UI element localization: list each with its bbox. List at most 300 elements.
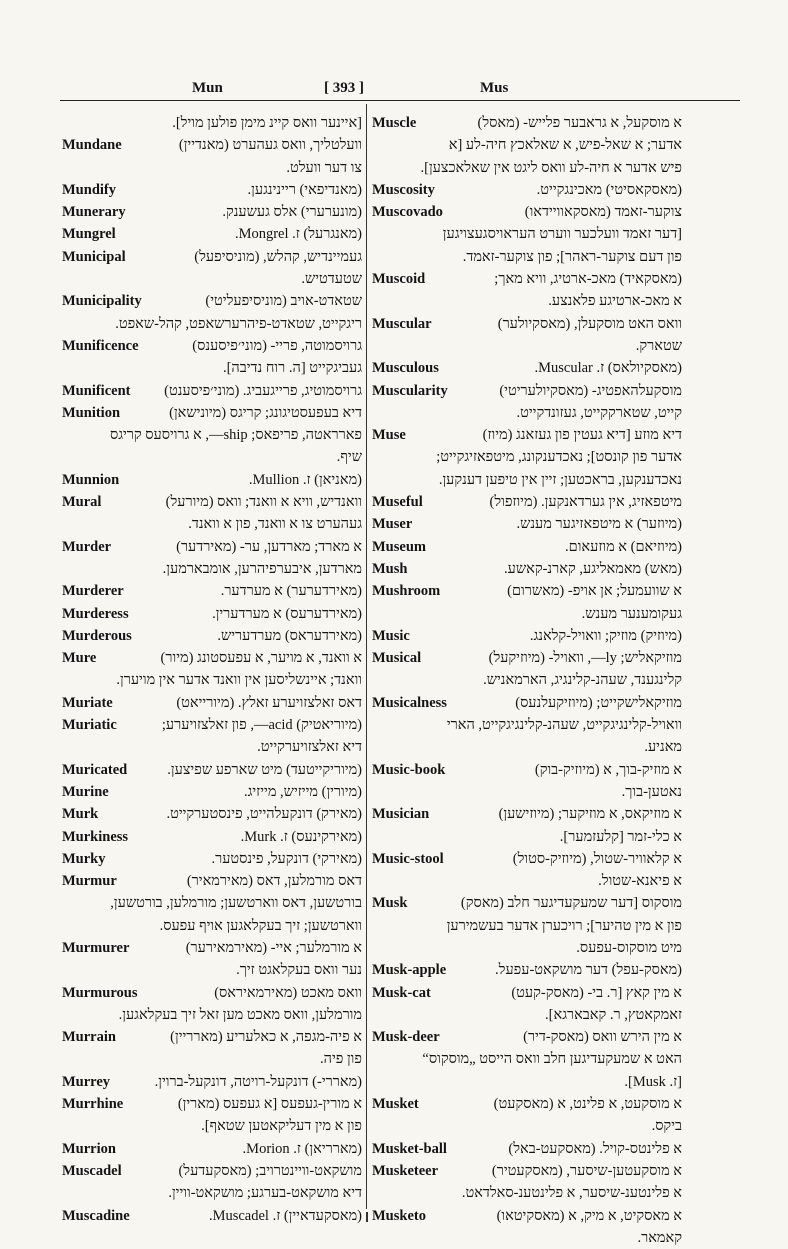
gloss-text: מיטפאזיג, אין גערדאנקען. (מיוזפול)	[489, 494, 682, 511]
gloss-text: דאס מורמלען, דאס (מאירמאיר)	[186, 873, 362, 890]
gloss-text: דיא בעפעסטיגונג; קריגס (מיונישאן)	[169, 404, 362, 421]
dictionary-entry	[62, 937, 362, 982]
entry-line	[372, 357, 682, 379]
dictionary-entry	[372, 558, 682, 580]
dictionary-entry	[372, 112, 682, 179]
gloss-text: א וואנד, א מויער, א עפעסטונג (מיור)	[160, 650, 362, 667]
gloss-text: זאמקאטץ, ר. קאבארגא].	[545, 1006, 682, 1023]
entry-line	[372, 759, 682, 781]
entry-line	[372, 1115, 682, 1137]
entry-line	[372, 959, 682, 981]
gloss-text: א מארד; מארדען, ער- (מאירדער)	[176, 538, 362, 555]
entry-line	[62, 558, 362, 580]
entry-line	[62, 892, 362, 914]
headword: Musket-ball	[372, 1140, 447, 1157]
headword: Muscovado	[372, 204, 443, 221]
gloss-text: קייט, שטארקקייט, געזונדקייט.	[516, 404, 682, 421]
gloss-text: א מוזיק-בוך, א (מיוזיק-בוק)	[534, 761, 682, 778]
headword: Musket	[372, 1096, 419, 1113]
entry-line	[372, 1182, 682, 1204]
gloss-text: צו דער וועלט.	[286, 159, 362, 176]
dictionary-entry	[62, 380, 362, 402]
entry-line	[372, 647, 682, 669]
gloss-text: א פלינטענ-שיסער, א פלינטענ-סאלדאט.	[461, 1185, 682, 1202]
page-header	[60, 80, 740, 102]
dictionary-entry	[372, 647, 682, 692]
headword: Muriatic	[62, 717, 117, 734]
entry-line	[62, 357, 362, 379]
gloss-text: וואויל-קלינגיגקייט, שעהנ-קלינגיגקייט, הארי	[446, 717, 682, 734]
headword: Muscadine	[62, 1207, 130, 1224]
dictionary-entry	[372, 357, 682, 379]
entry-line	[62, 1115, 362, 1137]
gloss-text: (מאסק-עפל) דער מושקאט-עפעל.	[495, 962, 682, 979]
gloss-text: א מאסקיט, א מיק, א (מאסקיטאו)	[496, 1207, 682, 1224]
dictionary-entry	[62, 848, 362, 870]
entry-line	[372, 134, 682, 156]
gloss-text: מוזיקאלישקייט; (מיוזיקעלנעס)	[515, 694, 682, 711]
gloss-text: מיט מוסקוס-עפעס.	[576, 939, 682, 956]
dictionary-entry	[372, 536, 682, 558]
headword: Municipal	[62, 248, 126, 265]
gloss-text: א מוסקעטען-שיסער, (מאסקעטיר)	[491, 1162, 682, 1179]
entry-line	[62, 513, 362, 535]
dictionary-entry	[372, 491, 682, 513]
gloss-text: קאמאר.	[637, 1229, 682, 1246]
entry-line	[372, 491, 682, 513]
gloss-text: פון א מין טהיער]; רויכערן אדער בעשמירען	[446, 917, 682, 934]
gloss-text: פארראטה, פריפאס; ship—, א גרויסעס קריגס	[109, 427, 362, 444]
gloss-text: [איינער וואס קיינ מימן פולען מויל].	[172, 115, 362, 131]
gloss-text: אדער פון קונסט]; נאכדענקונג, מיטפאזיגקייט;	[436, 449, 682, 466]
gloss-text: א קלאוויר-שטול, (מיוזיק-סטול)	[512, 850, 682, 867]
entry-line	[62, 937, 362, 959]
entry-line	[372, 513, 682, 535]
headword: Muser	[372, 516, 413, 533]
headword: Murderess	[62, 605, 129, 622]
gloss-text: (מיוריקייטעד) מיט שארפע שפיצען.	[167, 761, 362, 778]
dictionary-entry	[372, 692, 682, 759]
entry-line	[62, 781, 362, 803]
headword: Murrion	[62, 1140, 116, 1157]
entry-line	[372, 1160, 682, 1182]
dictionary-entry	[62, 603, 362, 625]
entry-line	[62, 1004, 362, 1026]
header-rule	[60, 100, 740, 101]
gloss-text: א מורמלער; איי- (מאירמאירער)	[185, 939, 362, 956]
entry-line	[62, 1026, 362, 1048]
gloss-text: א שוועמעל; אן אויפ- (מאשרום)	[507, 583, 682, 600]
dictionary-entry	[372, 513, 682, 535]
entry-line	[62, 335, 362, 357]
gloss-text: א פלינטס-קויל. (מאסקעט-באל)	[508, 1140, 682, 1157]
gloss-text: (מאירדעראס) מערדעריש.	[217, 627, 362, 644]
gloss-text: א פיאנא-שטול.	[598, 873, 682, 890]
headword: Musical	[372, 650, 422, 667]
dictionary-entry	[62, 647, 362, 692]
entry-line	[372, 1227, 682, 1249]
right-column	[372, 112, 682, 1249]
entry-line	[372, 246, 682, 268]
gloss-text: שטעדטיש.	[301, 271, 362, 288]
dictionary-entry	[62, 982, 362, 1027]
gloss-text: פון א מין דעליקאטען שטאף].	[201, 1118, 362, 1135]
entry-line	[372, 268, 682, 290]
dictionary-entry	[62, 335, 362, 380]
gloss-text: ביקס.	[651, 1118, 682, 1135]
dictionary-entry	[62, 402, 362, 469]
headword: Musicalness	[372, 694, 447, 711]
gloss-text: א מין הירש וואס (מאסק-דיר)	[523, 1029, 682, 1046]
entry-line	[372, 446, 682, 468]
entry-line	[372, 1093, 682, 1115]
entry-line	[372, 714, 682, 736]
gloss-text: גרויסמוטה, פריי- (מוני׳פיסענס)	[192, 337, 362, 354]
headword: Musk-cat	[372, 984, 431, 1001]
dictionary-entry	[62, 826, 362, 848]
entry-line	[62, 469, 362, 491]
entry-line	[372, 1138, 682, 1160]
entry-line	[372, 736, 682, 758]
gloss-text: (מאסקיולאס) ז. Muscular.	[534, 360, 682, 377]
entry-line	[372, 1205, 682, 1227]
headword: Musk	[372, 895, 408, 912]
entry-line	[372, 625, 682, 647]
headword: Musk-apple	[372, 962, 447, 979]
entry-line	[372, 157, 682, 179]
entry-line	[62, 380, 362, 402]
entry-line	[62, 826, 362, 848]
dictionary-entry	[62, 112, 362, 134]
headword: Muscoid	[372, 271, 426, 288]
gloss-text: (מאסקעדאיין) ז. Muscadel.	[208, 1207, 362, 1224]
gloss-text: מאניע.	[644, 739, 682, 756]
dictionary-entry	[62, 625, 362, 647]
gloss-text: (מאניאן) ז. Mullion.	[248, 471, 362, 488]
dictionary-entry	[372, 1026, 682, 1093]
headword: Music-stool	[372, 850, 444, 867]
gloss-text: צוקער-זאמד (מאסקאוויידאו)	[524, 204, 682, 221]
entry-line	[62, 179, 362, 201]
entry-line	[62, 112, 362, 134]
gloss-text: ווארטשען; זיך בעקלאגען אויף עפעס.	[159, 917, 362, 934]
gloss-text: ריגקייט, שטאדט-פיהרערשאפט, קהל-שאפט.	[115, 315, 362, 332]
gloss-text: [דער זאמד וועלכער ווערט העראויסגעצויגען	[442, 226, 682, 243]
headword: Museum	[372, 538, 426, 555]
entry-line	[372, 1048, 682, 1070]
headword: Murrhine	[62, 1096, 124, 1113]
gloss-text: מוסקעלהאפטיג- (מאסקיולעריטי)	[499, 382, 682, 399]
dictionary-entry	[372, 1093, 682, 1138]
dictionary-entry	[62, 246, 362, 291]
gloss-text: (מאסקאסיטי) מאכינגקייט.	[536, 181, 682, 198]
headword: Mundane	[62, 137, 122, 154]
entry-line	[62, 1093, 362, 1115]
headword: Murrey	[62, 1073, 111, 1090]
dictionary-entry	[62, 1160, 362, 1205]
entry-line	[62, 157, 362, 179]
entry-line	[372, 1071, 682, 1093]
entry-line	[372, 803, 682, 825]
entry-line	[372, 826, 682, 848]
gloss-text: א מין קאץ [ר. בי- (מאסק-קעט)	[511, 984, 682, 1001]
dictionary-entry	[372, 803, 682, 848]
headword: Murk	[62, 806, 99, 823]
entry-line	[62, 1160, 362, 1182]
entry-line	[62, 759, 362, 781]
dictionary-entry	[62, 714, 362, 759]
headword: Muscle	[372, 115, 417, 131]
entry-line	[372, 558, 682, 580]
gloss-text: (מארריאן) ז. Morion.	[242, 1140, 362, 1157]
gloss-text: מורמלען, וואס מאכט מען זאל זיך בעקלאגען.	[118, 1006, 362, 1023]
gloss-text: (מיוריאטיק) acid—, פון זאלצזויערע;	[161, 717, 362, 734]
headword: Muscularity	[372, 382, 448, 399]
headword: Musketeer	[372, 1162, 439, 1179]
dictionary-entry	[372, 179, 682, 201]
gloss-text: מארדען, איבערפיהרען, אומבארמען.	[162, 560, 362, 577]
entry-line	[372, 201, 682, 223]
dictionary-entry	[372, 1138, 682, 1160]
gloss-text: (מיוזיאם) א מוזעאום.	[565, 538, 682, 555]
dictionary-entry	[62, 1026, 362, 1071]
entry-line	[372, 424, 682, 446]
entry-line	[372, 290, 682, 312]
dictionary-entry	[62, 223, 362, 245]
entry-line	[372, 915, 682, 937]
entry-line	[372, 848, 682, 870]
gloss-text: האט א שמעקעדיגען חלב וואס הייסט „מוסקוס“	[422, 1051, 682, 1068]
headword: Munnion	[62, 471, 120, 488]
entry-line	[372, 692, 682, 714]
headword: Murderer	[62, 583, 124, 600]
gloss-text: (מאירדערער) א מערדער.	[220, 583, 362, 600]
dictionary-entry	[372, 313, 682, 358]
entry-line	[62, 625, 362, 647]
gloss-text: (מאש) מאמאליגע, קארנ-קאשע.	[504, 560, 682, 577]
gloss-text: שטארק.	[635, 337, 682, 354]
gloss-text: נאטען-בוך.	[621, 783, 682, 800]
gloss-text: מושקאט-וויינטרויב; (מאסקעדעל)	[178, 1162, 362, 1179]
gloss-text: מוזיקאליש; ly—, וואויל- (מיוזיקעל)	[488, 650, 682, 667]
headword: Munerary	[62, 204, 126, 221]
dictionary-entry	[372, 580, 682, 625]
headword: Murmurer	[62, 939, 130, 956]
headword: Murder	[62, 538, 112, 555]
headword: Murmur	[62, 873, 117, 890]
entry-line	[372, 380, 682, 402]
gloss-text: א כלי-זמר [קלעזמער].	[559, 828, 682, 845]
entry-line	[372, 580, 682, 602]
headword: Murrain	[62, 1029, 116, 1046]
gloss-text: געמיינדיש, קהלש, (מוניסיפעל)	[194, 248, 362, 265]
gloss-text: (מאסקאיד) מאכ-ארטיג, וויא מאך;	[494, 271, 682, 288]
dictionary-entry	[62, 134, 362, 179]
entry-line	[372, 112, 682, 134]
gloss-text: (מאררי-) דונקעל-רויטה, דונקעל-ברוין.	[154, 1073, 362, 1090]
gloss-text: וואנד; איינשליסען אין וואנד אדער אין מויערן.	[116, 672, 362, 689]
headword: Murine	[62, 783, 109, 800]
entry-line	[62, 134, 362, 156]
dictionary-entry	[372, 892, 682, 959]
gloss-text: געהערט צו א וואנד, פון א וואנד.	[188, 516, 362, 533]
gloss-text: מוסקוס [דער שמעקעדיגער חלב (מאסק)	[460, 895, 682, 912]
entry-line	[62, 959, 362, 981]
entry-line	[62, 268, 362, 290]
dictionary-entry	[62, 179, 362, 201]
dictionary-entry	[62, 759, 362, 781]
headword: Munition	[62, 404, 121, 421]
entry-line	[372, 469, 682, 491]
right-running-head: Mus	[480, 80, 509, 96]
entry-line	[372, 870, 682, 892]
entry-line	[62, 491, 362, 513]
headword: Mush	[372, 560, 408, 577]
entry-line	[62, 669, 362, 691]
headword: Mural	[62, 494, 102, 511]
gloss-text: נער וואס בעקלאגט זיך.	[236, 962, 362, 979]
entry-line	[62, 647, 362, 669]
entry-line	[62, 1048, 362, 1070]
dictionary-entry	[62, 580, 362, 602]
entry-line	[372, 536, 682, 558]
column-divider	[366, 104, 367, 1209]
dictionary-entry	[372, 959, 682, 981]
gloss-text: (מיוזיק) מוזיק; וואויל-קלאנג.	[529, 627, 682, 644]
headword: Munificence	[62, 337, 139, 354]
entry-line	[62, 736, 362, 758]
dictionary-entry	[62, 692, 362, 714]
headword: Musketo	[372, 1207, 426, 1224]
entry-line	[62, 692, 362, 714]
entry-line	[372, 982, 682, 1004]
dictionary-entry	[372, 1160, 682, 1205]
dictionary-entry	[62, 781, 362, 803]
gloss-text: דיא מוזע [דיא געטין פון געזאנג (מיוז)	[482, 427, 682, 444]
gloss-text: א מוסקעט, א פלינט, א (מאסקעט)	[493, 1096, 682, 1113]
headword: Muscadel	[62, 1162, 122, 1179]
gloss-text: א מורין-געפעס [א געפעס (מארין)	[177, 1096, 362, 1113]
gloss-text: פיש אדער א חיה-לע וואס ליגט אין שאלאכצען].	[420, 159, 682, 176]
entry-line	[62, 1138, 362, 1160]
dictionary-entry	[62, 1093, 362, 1138]
headword: Musician	[372, 806, 430, 823]
gloss-text: (מאירקי) דונקעל, פינסטער.	[211, 850, 362, 867]
entry-line	[62, 603, 362, 625]
entry-line	[62, 402, 362, 424]
entry-line	[372, 781, 682, 803]
entry-line	[372, 1004, 682, 1026]
gloss-text: [ז. Musk].	[624, 1073, 682, 1090]
gloss-text: (מיוזער) א מיטפאזיגער מענש.	[516, 516, 682, 533]
dictionary-entry	[372, 424, 682, 491]
gloss-text: א מוזיקאס, א מוזיקער; (מיוזישען)	[498, 806, 682, 823]
gloss-text: (מאנגרעל) ז. Mongrel.	[234, 226, 362, 243]
dictionary-entry	[62, 1138, 362, 1160]
dictionary-entry	[62, 536, 362, 581]
dictionary-entry	[372, 268, 682, 313]
bottom-mark	[366, 1212, 368, 1222]
entry-line	[62, 580, 362, 602]
gloss-text: (מונערערי) אלס געשענק.	[222, 204, 362, 221]
page-number: [ 393 ]	[324, 80, 364, 96]
gloss-text: נאכדענקען, בראכטען; זיין אין טיפען דענקען.	[438, 471, 682, 488]
dictionary-entry	[372, 982, 682, 1027]
gloss-text: אדער; א שאל-פיש, א שאלאכץ חיה-לע [א	[448, 137, 682, 154]
entry-line	[62, 246, 362, 268]
gloss-text: פון דעם צוקער-ראהר]; פון צוקער-זאמד.	[462, 248, 682, 265]
entry-line	[62, 915, 362, 937]
headword: Murky	[62, 850, 106, 867]
dictionary-entry	[372, 625, 682, 647]
entry-line	[372, 1026, 682, 1048]
headword: Music	[372, 627, 410, 644]
headword: Muriate	[62, 694, 113, 711]
dictionary-entry	[372, 759, 682, 804]
entry-line	[372, 669, 682, 691]
headword: Museful	[372, 494, 423, 511]
gloss-text: וואס מאכט (מאירמאיראס)	[214, 984, 362, 1001]
gloss-text: געביגקייט [ה. רוח נדיבה].	[222, 360, 362, 377]
entry-line	[62, 982, 362, 1004]
gloss-text: א מוסקעל, א גראבער פלייש- (מאסל)	[477, 115, 682, 131]
entry-line	[62, 848, 362, 870]
gloss-text: פון פיה.	[320, 1051, 362, 1068]
dictionary-entry	[372, 201, 682, 268]
left-running-head: Mun	[192, 80, 223, 96]
entry-line	[372, 223, 682, 245]
entry-line	[62, 290, 362, 312]
entry-line	[62, 870, 362, 892]
gloss-text: בורטשען, דאס ווארטשען; מורמלען, בורטשען,	[110, 895, 362, 912]
entry-line	[372, 313, 682, 335]
gloss-text: דאס זאלצזויערע זאלץ. (מיורייאט)	[176, 694, 362, 711]
headword: Munificent	[62, 382, 131, 399]
headword: Musculous	[372, 360, 439, 377]
entry-line	[372, 402, 682, 424]
gloss-text: (מאנדיפאי) ריינינגען.	[247, 181, 362, 198]
dictionary-entry	[62, 1205, 362, 1227]
gloss-text: שטאדט-אויב (מוניסיפעליטי)	[205, 293, 362, 310]
gloss-text: א מאכ-ארטיגע פלאנצע.	[548, 293, 682, 310]
entry-line	[372, 179, 682, 201]
headword: Mundify	[62, 181, 116, 198]
gloss-text: דיא זאלצזויערקייט.	[257, 739, 362, 756]
left-column	[62, 112, 362, 1227]
entry-line	[62, 424, 362, 446]
gloss-text: געקומענער מענש.	[581, 605, 682, 622]
entry-line	[62, 1071, 362, 1093]
dictionary-entry	[62, 201, 362, 223]
entry-line	[62, 1182, 362, 1204]
entry-line	[372, 937, 682, 959]
entry-line	[62, 313, 362, 335]
headword: Mure	[62, 650, 97, 667]
gloss-text: גרויסמוטיג, פרייגעביג. (מוני׳פיסענט)	[164, 382, 362, 399]
dictionary-entry	[62, 803, 362, 825]
gloss-text: דיא מושקאט-בערגע; מושקאט-וויין.	[168, 1185, 362, 1202]
dictionary-entry	[62, 491, 362, 536]
gloss-text: וואס האט מוסקעלן, (מאסקיולער)	[497, 315, 682, 332]
entry-line	[372, 335, 682, 357]
gloss-text: וואנדיש, וויא א וואנד; וואס (מיורעל)	[165, 494, 362, 511]
headword: Musk-deer	[372, 1029, 440, 1046]
headword: Murkiness	[62, 828, 129, 845]
gloss-text: שיף.	[336, 449, 362, 466]
headword: Music-book	[372, 761, 446, 778]
gloss-text: קלינגענד, שעהנ-קלינגיג, הארמאניש.	[483, 672, 682, 689]
headword: Murderous	[62, 627, 132, 644]
